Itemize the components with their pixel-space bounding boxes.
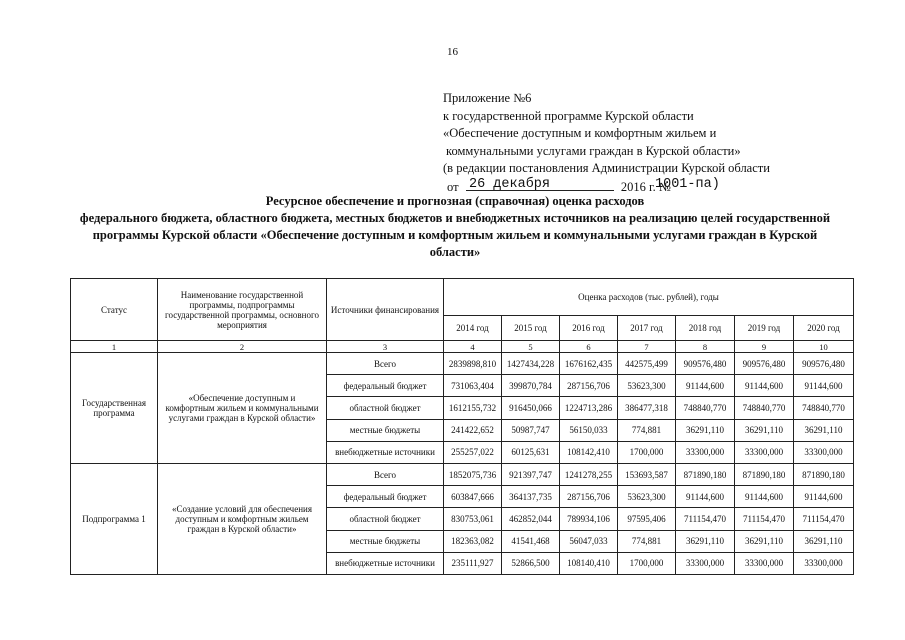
row-value: 711154,470 [676, 508, 735, 530]
row-value: 91144,600 [676, 375, 735, 397]
appendix-line: «Обеспечение доступным и комфортным жильем и [443, 126, 717, 140]
row-value: 871890,180 [735, 463, 794, 485]
row-value: 36291,110 [676, 419, 735, 441]
handwritten-number: 1001-па) [655, 176, 720, 192]
appendix-line: к государственной программе Курской области [443, 108, 694, 123]
handwritten-date: 26 декабря [469, 176, 551, 192]
row-status: Государственная программа [71, 353, 158, 464]
row-value: 916450,066 [502, 397, 560, 419]
row-value: 1427434,228 [502, 353, 560, 375]
row-value: 52866,500 [502, 552, 560, 574]
row-value: 33300,000 [735, 441, 794, 463]
row-source: областной бюджет [327, 508, 444, 530]
row-value: 1612155,732 [444, 397, 502, 419]
column-index: 2 [158, 341, 327, 353]
row-value: 56047,033 [560, 530, 618, 552]
appendix-block [443, 90, 770, 196]
row-value: 36291,110 [735, 530, 794, 552]
column-index: 3 [327, 341, 444, 353]
row-source: федеральный бюджет [327, 375, 444, 397]
row-value: 1700,000 [618, 441, 676, 463]
row-value: 36291,110 [794, 530, 854, 552]
row-value: 921397,747 [502, 463, 560, 485]
row-value: 91144,600 [735, 486, 794, 508]
row-value: 1852075,736 [444, 463, 502, 485]
row-value: 748840,770 [735, 397, 794, 419]
row-value: 56150,033 [560, 419, 618, 441]
row-value: 2839898,810 [444, 353, 502, 375]
row-source: федеральный бюджет [327, 486, 444, 508]
header-estimate: Оценка расходов (тыс. рублей), годы [444, 279, 854, 316]
row-source: местные бюджеты [327, 530, 444, 552]
row-value: 97595,406 [618, 508, 676, 530]
row-value: 41541,468 [502, 530, 560, 552]
row-value: 909576,480 [794, 353, 854, 375]
row-value: 731063,404 [444, 375, 502, 397]
title-line: Ресурсное обеспечение и прогнозная (справочная) оценка расходов [265, 194, 645, 208]
row-value: 748840,770 [676, 397, 735, 419]
column-index: 10 [794, 341, 854, 353]
row-source: Всего [327, 353, 444, 375]
row-value: 909576,480 [735, 353, 794, 375]
row-value: 33300,000 [794, 552, 854, 574]
row-value: 386477,318 [618, 397, 676, 419]
table-row [71, 353, 854, 375]
row-value: 36291,110 [735, 419, 794, 441]
row-value: 91144,600 [794, 375, 854, 397]
header-year: 2015 год [502, 316, 560, 341]
row-value: 711154,470 [735, 508, 794, 530]
row-value: 364137,735 [502, 486, 560, 508]
row-value: 1224713,286 [560, 397, 618, 419]
row-value: 287156,706 [560, 375, 618, 397]
header-status: Статус [71, 279, 158, 341]
row-value: 748840,770 [794, 397, 854, 419]
row-value: 108140,410 [560, 552, 618, 574]
header-year: 2020 год [794, 316, 854, 341]
row-value: 774,881 [618, 419, 676, 441]
appendix-line: (в редакции постановления Администрации Курской области [443, 161, 770, 175]
row-program-name: «Создание условий для обеспечения доступным и комфортным жильем граждан в Курской области» [158, 463, 327, 574]
column-index: 7 [618, 341, 676, 353]
row-source: Всего [327, 463, 444, 485]
row-value: 1241278,255 [560, 463, 618, 485]
row-value: 462852,044 [502, 508, 560, 530]
page-number: 16 [447, 46, 458, 58]
row-value: 871890,180 [794, 463, 854, 485]
row-value: 789934,106 [560, 508, 618, 530]
title-line: области» [429, 245, 481, 259]
appendix-line: Приложение №6 [443, 91, 532, 105]
column-index: 8 [676, 341, 735, 353]
row-value: 108142,410 [560, 441, 618, 463]
row-value: 91144,600 [794, 486, 854, 508]
header-year: 2014 год [444, 316, 502, 341]
column-index: 4 [444, 341, 502, 353]
document-title [60, 193, 850, 261]
row-value: 830753,061 [444, 508, 502, 530]
row-value: 36291,110 [676, 530, 735, 552]
appendix-line: коммунальными услугами граждан в Курской области» [446, 143, 741, 158]
header-name: Наименование государственной программы, подпрограммы государственной программы, основного мероприятия [158, 279, 327, 341]
row-source: внебюджетные источники [327, 552, 444, 574]
row-value: 399870,784 [502, 375, 560, 397]
row-value: 287156,706 [560, 486, 618, 508]
row-program-name: «Обеспечение доступным и комфортным жильем и коммунальными услугами граждан в Курской области» [158, 353, 327, 464]
row-value: 33300,000 [735, 552, 794, 574]
row-value: 33300,000 [794, 441, 854, 463]
row-value: 711154,470 [794, 508, 854, 530]
row-value: 33300,000 [676, 441, 735, 463]
row-value: 1676162,435 [560, 353, 618, 375]
row-value: 53623,300 [618, 375, 676, 397]
header-source: Источники финансирования [327, 279, 444, 341]
row-value: 603847,666 [444, 486, 502, 508]
row-source: внебюджетные источники [327, 441, 444, 463]
row-source: местные бюджеты [327, 419, 444, 441]
row-value: 909576,480 [676, 353, 735, 375]
row-value: 33300,000 [676, 552, 735, 574]
row-value: 53623,300 [618, 486, 676, 508]
row-value: 153693,587 [618, 463, 676, 485]
column-index: 1 [71, 341, 158, 353]
title-line: программы Курской области «Обеспечение доступным и комфортным жильем и коммунальными услугами граждан в Курской [92, 228, 818, 242]
from-label: от [447, 179, 459, 194]
row-value: 182363,082 [444, 530, 502, 552]
funding-table [70, 278, 854, 575]
header-year: 2019 год [735, 316, 794, 341]
row-value: 241422,652 [444, 419, 502, 441]
row-value: 774,881 [618, 530, 676, 552]
row-value: 50987,747 [502, 419, 560, 441]
column-index: 9 [735, 341, 794, 353]
header-year: 2016 год [560, 316, 618, 341]
row-value: 235111,927 [444, 552, 502, 574]
row-value: 871890,180 [676, 463, 735, 485]
row-value: 36291,110 [794, 419, 854, 441]
row-source: областной бюджет [327, 397, 444, 419]
title-line: федерального бюджета, областного бюджета, местных бюджетов и внебюджетных источников на реализацию целей государственной [79, 211, 831, 225]
header-year: 2018 год [676, 316, 735, 341]
row-value: 91144,600 [676, 486, 735, 508]
row-value: 91144,600 [735, 375, 794, 397]
year-label: 2016 г. № [620, 179, 671, 194]
column-index: 5 [502, 341, 560, 353]
row-status: Подпрограмма 1 [71, 463, 158, 574]
row-value: 60125,631 [502, 441, 560, 463]
row-value: 442575,499 [618, 353, 676, 375]
row-value: 255257,022 [444, 441, 502, 463]
row-value: 1700,000 [618, 552, 676, 574]
column-index: 6 [560, 341, 618, 353]
table-row [71, 463, 854, 485]
header-year: 2017 год [618, 316, 676, 341]
